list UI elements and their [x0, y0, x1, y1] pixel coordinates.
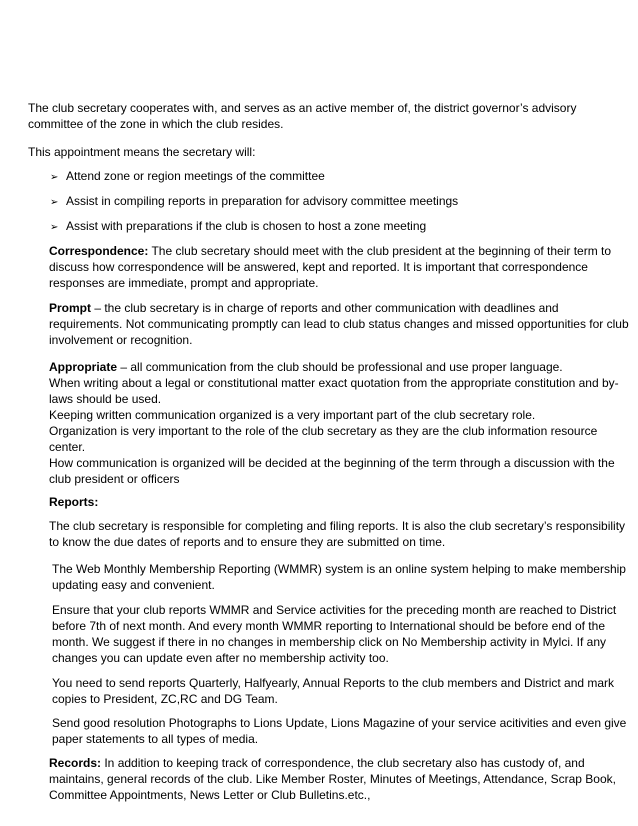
bullet-item	[50, 168, 630, 186]
prompt-paragraph	[49, 300, 629, 348]
reports-item: Ensure that your club reports WMMR and Service activities for the preceding month are reached to District before 7th of next month. And every month WMMR reporting to International should be before end of the month. We suggest if there in no changes in membership click on No Membership activity in Mylci. If any changes you can update even after no membership activity too.	[52, 603, 617, 665]
reports-heading-text: Reports:	[49, 495, 99, 509]
arrow-bullet-icon: ➢	[50, 197, 59, 208]
appropriate-line: Organization is very important to the role of the club secretary as they are the club information resource center.	[49, 424, 598, 454]
bullet-item	[50, 218, 630, 236]
appropriate-paragraph	[49, 359, 629, 487]
intro-paragraph: The club secretary cooperates with, and serves as an active member of, the district governor’s advisory committee of the zone in which the club resides.	[28, 101, 577, 131]
arrow-bullet-icon: ➢	[50, 222, 59, 233]
bullet-text: Attend zone or region meetings of the committee	[66, 169, 325, 183]
appropriate-line: How communication is organized will be decided at the beginning of the term through a discussion with the club president or officers	[49, 456, 615, 486]
prompt-label: Prompt	[49, 301, 91, 315]
bullet-item	[50, 193, 630, 211]
reports-intro: The club secretary is responsible for completing and filing reports. It is also the club secretary’s responsibility to know the due dates of reports and to ensure they are submitted on time.	[49, 519, 626, 549]
prompt-text: – the club secretary is in charge of reports and other communication with deadlines and requirements. Not communicating promptly can lead to club status changes and missed opportunities for club involvement or recognition.	[49, 301, 629, 347]
reports-heading	[49, 494, 629, 510]
appropriate-line: When writing about a legal or constitutional matter exact quotation from the appropriate constitution and by-laws should be used.	[49, 376, 619, 406]
records-label: Records:	[49, 756, 102, 770]
bullet-text: Assist with preparations if the club is chosen to host a zone meeting	[66, 219, 427, 233]
appropriate-label: Appropriate	[49, 360, 118, 374]
correspondence-label: Correspondence:	[49, 244, 149, 258]
bullet-text: Assist in compiling reports in preparation for advisory committee meetings	[66, 194, 459, 208]
appropriate-text: – all communication from the club should be professional and use proper language.	[117, 360, 563, 374]
arrow-bullet-icon: ➢	[50, 172, 59, 183]
records-paragraph	[49, 755, 629, 803]
appropriate-line: Keeping written communication organized is a very important part of the club secretary role.	[49, 408, 536, 422]
reports-item: You need to send reports Quarterly, Halfyearly, Annual Reports to the club members and District and mark copies to President, ZC,RC and DG Team.	[52, 676, 615, 706]
records-text: In addition to keeping track of correspondence, the club secretary also has custody of, and maintains, general records of the club. Like Member Roster, Minutes of Meetings, Attendance, Scrap Book, Committee Appointments, News Letter or Club Bulletins.etc.,	[49, 756, 616, 802]
reports-item: The Web Monthly Membership Reporting (WMMR) system is an online system helping to make membership updating easy and convenient.	[52, 562, 626, 592]
correspondence-paragraph	[49, 243, 629, 291]
reports-item: Send good resolution Photographs to Lions Update, Lions Magazine of your service acitivities and even give paper statements to all types of media.	[52, 716, 627, 746]
appointment-intro: This appointment means the secretary will:	[28, 145, 256, 159]
correspondence-text: The club secretary should meet with the club president at the beginning of their term to discuss how correspondence will be answered, kept and reported. It is important that correspondence responses are immediate, prompt and appropriate.	[49, 244, 612, 290]
